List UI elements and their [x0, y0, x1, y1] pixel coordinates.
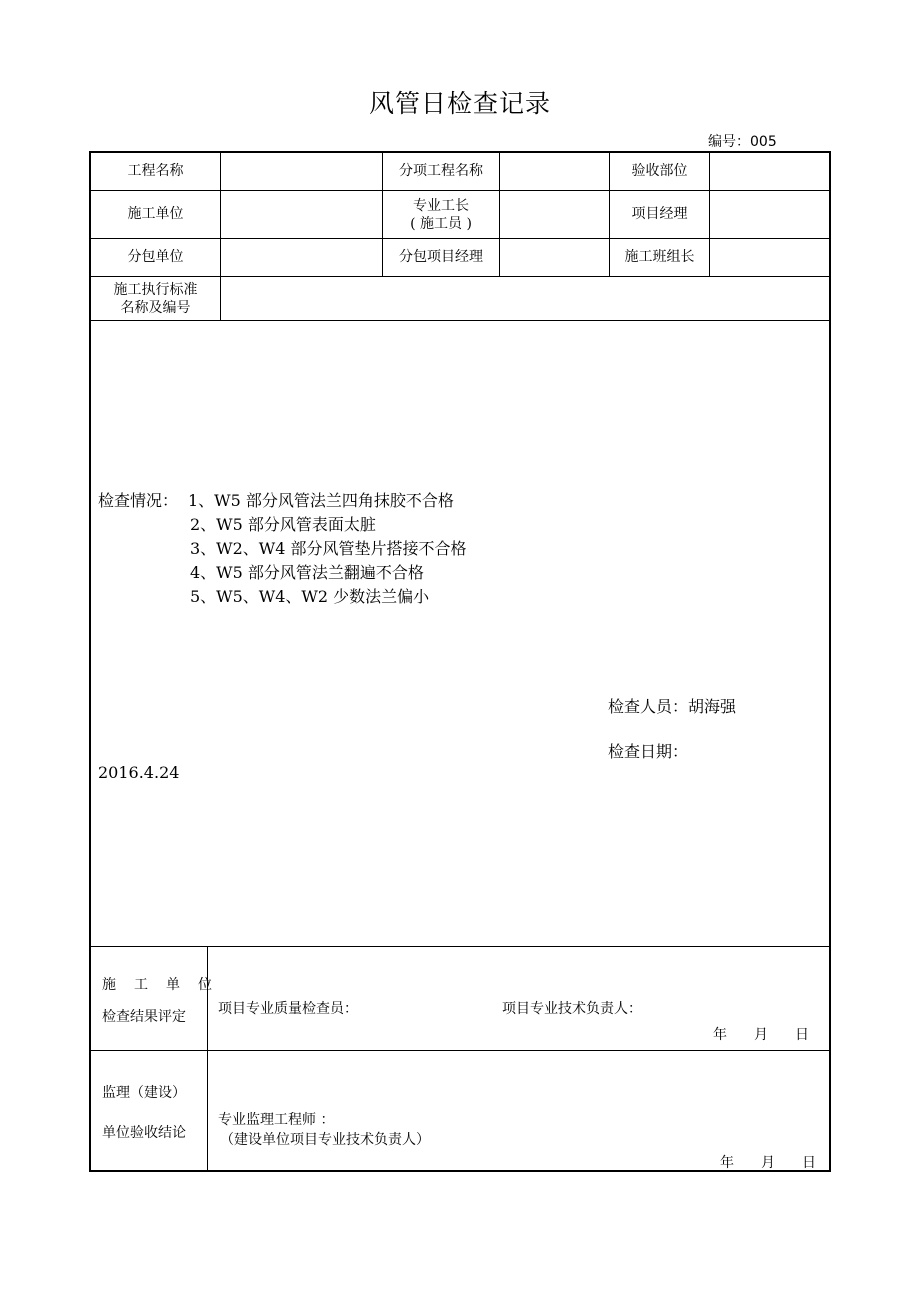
evaluation-year: 年 — [713, 1027, 727, 1043]
evaluation-label-line2: 检查结果评定 — [102, 1009, 186, 1025]
evaluation-label-line1: 施 工 单 位 — [102, 977, 214, 993]
foreman-label-line1: 专业工长 — [413, 197, 469, 214]
supervision-engineer-label: 专业监理工程师 ： — [218, 1112, 335, 1128]
supervision-month: 月 — [761, 1155, 775, 1171]
supervision-day: 日 — [802, 1155, 816, 1171]
evaluation-month: 月 — [754, 1027, 768, 1043]
owner-tech-lead-label: （建设单位项目专业技术负责人） — [220, 1132, 430, 1148]
supervision-label-line1: 监理（建设） — [102, 1085, 186, 1101]
construction-unit-label: 施工单位 — [127, 206, 184, 222]
row-divider — [91, 946, 829, 947]
inspection-item: 2、W5 部分风管表面太脏 — [190, 515, 376, 534]
subcontract-unit-label: 分包单位 — [127, 249, 184, 265]
supervision-label-line2: 单位验收结论 — [102, 1125, 186, 1141]
column-divider — [220, 153, 221, 320]
foreman-label — [383, 191, 499, 238]
foreman-label-line2: ( 施工员 ) — [410, 215, 472, 232]
inspection-date-value: 2016.4.24 — [98, 763, 180, 782]
acceptance-part-label: 验收部位 — [631, 163, 688, 179]
supervision-year: 年 — [720, 1155, 734, 1171]
row-divider — [91, 1050, 829, 1051]
column-divider — [499, 153, 500, 276]
team-leader-label: 施工班组长 — [624, 249, 695, 265]
column-divider — [709, 153, 710, 276]
tech-lead-label: 项目专业技术负责人： — [502, 1001, 642, 1017]
sub-project-name-label: 分项工程名称 — [399, 163, 483, 179]
record-form-frame — [89, 151, 831, 1172]
inspection-date-label: 检查日期： — [608, 742, 689, 761]
evaluation-day: 日 — [795, 1027, 809, 1043]
page-title: 风管日检查记录 — [368, 89, 551, 118]
standard-label-line1: 施工执行标准 — [113, 281, 198, 298]
quality-inspector-label: 项目专业质量检查员： — [218, 1001, 358, 1017]
inspection-item: 1、W5 部分风管法兰四角抹胶不合格 — [188, 491, 454, 510]
standard-label — [91, 277, 220, 320]
inspection-label: 检查情况： — [98, 491, 179, 510]
standard-label-line2: 名称及编号 — [120, 299, 191, 316]
project-name-label: 工程名称 — [127, 163, 184, 179]
document-number: 编号：005 — [708, 134, 777, 150]
inspector-name: 检查人员：胡海强 — [608, 697, 737, 716]
inspection-item: 5、W5、W4、W2 少数法兰偏小 — [190, 587, 430, 606]
inspection-item: 3、W2、W4 部分风管垫片搭接不合格 — [190, 539, 467, 558]
row-divider — [91, 320, 829, 321]
project-manager-label: 项目经理 — [631, 206, 688, 222]
inspection-item: 4、W5 部分风管法兰翻遍不合格 — [190, 563, 424, 582]
sub-project-manager-label: 分包项目经理 — [399, 249, 483, 265]
